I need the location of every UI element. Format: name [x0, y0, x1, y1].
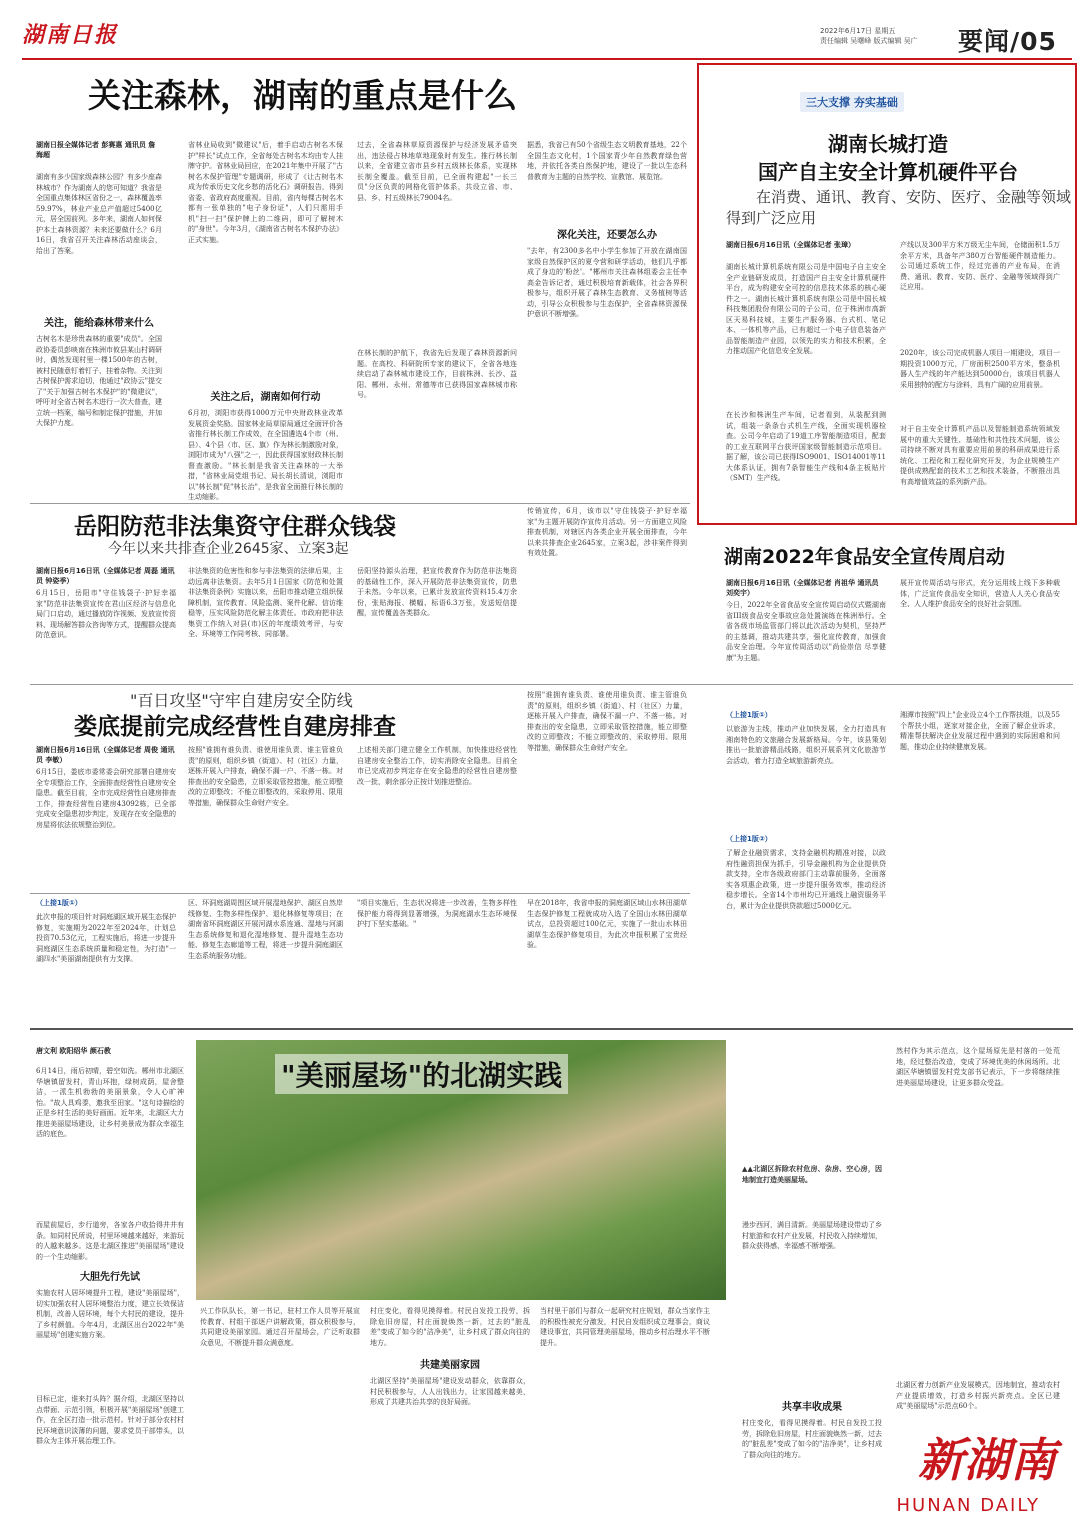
a3-body1: 6月15日，岳阳市"守住钱袋子·护好幸福家"防范非法集资宣传在君山区经济与信息化局门口启动，通过播放防诈视频、发放宣传资料、现场解答群众咨询等方式，提醒群众提高防范意识。	[36, 589, 176, 639]
a3-byline: 湖南日报6月16日讯（全媒体记者 周磊 通讯员 钟姿季）	[36, 567, 175, 585]
a1-body5: 过去，全省森林草原资源保护与经济发展矛盾突出，违法侵占林地草地现象时有发生。推行林长制以来，全省建立省市县乡村五级林长体系，实现林长制全覆盖。截至目前，已全面构建起"一长三员"分区负责的网格化管护体系，共设立省、市、县、乡、村五级林长79004名。	[357, 141, 517, 202]
a8-body2: 而屋前屋后，步行道旁，各家各户收拾得井井有条。如同村民所说，村里环境越来越好，来游玩的人越来越多。这是北湖区推进"美丽屋场"建设的一个生动缩影。	[36, 1221, 184, 1261]
a2-sub1: 在消费、通讯、教育、安防、医疗、金融等领域	[756, 188, 1072, 206]
a1-sec2: 关注之后，湖南如何行动	[210, 392, 321, 403]
a8-body7: 北湖区坚持"美丽屋场"建设发动群众，依靠群众，村民积极参与，人人出钱出力，让家园越来越美，形成了共建共治共享的良好局面。	[370, 1377, 530, 1406]
a5-body1: 6月15日，娄底市委常委会研究部署自建房安全专项整治工作，全面排查经营性自建房安全隐患。截至目前，全市完成经营性自建房排查工作，排查经营性自建房43092栋，已全部完成安全隐患初步判定，发现存在安全隐患的房屋将依法依规整治到位。	[36, 768, 176, 829]
a8-sec2: 共建美丽家园	[420, 1360, 480, 1371]
a1-title: 关注森林，湖南的重点是什么	[88, 76, 517, 115]
a1-sec1: 关注，能给森林带来什么	[44, 318, 154, 329]
a1-body6b: 据悉，我省已有50个省级生态文明教育基地，22个全国生态文化村，1个国家青少年自然教育绿色营地，并依托各类自然保护地，建设了一批以生态科普教育为主题的自然学校、宣教馆、展览馆。	[527, 141, 687, 181]
masthead-logo: 湖南日报	[22, 23, 119, 48]
a8-sec1: 大胆先行先试	[80, 1272, 140, 1283]
a8-title: "美丽屋场"的北湖实践	[275, 1054, 568, 1094]
a1-sec3: 深化关注，还要怎么办	[557, 230, 657, 241]
a7-body1: 以旅游为主线，推动产业加快发展，全力打造具有湘南特色的文旅融合发展新格局。今年，该县策划推出一批旅游精品线路，组织开展系列文化旅游节会活动，着力打造全域旅游新亮点。	[726, 725, 886, 765]
a3-sub: 今年以来共排查企业2645家、立案3起	[108, 541, 349, 557]
a4-byline: 湖南日报6月16日讯（全媒体记者 肖祖华 通讯员 刘奕宇）	[726, 579, 879, 597]
a2-banner: 三大支撑 夯实基础	[800, 92, 904, 112]
a5-body2: 按照"谁拥有谁负责、谁使用谁负责、谁主管谁负责"的原则，组织乡镇（街道）、村（社区）力量，逐栋开展入户排查，确保不漏一户、不落一栋。对排查出的安全隐患，立即采取管控措施，能立即整改的立即整改；不能立即整改的，采取停用、限用等措施，确保群众生命财产安全。	[188, 746, 343, 807]
a8-body4: 目标已定，谁来打头阵？据介绍，北湖区坚持以点带面、示范引领，积极开展"美丽屋场"创建工作，在全区打造一批示范村。针对于部分农村村民环境意识淡薄的问题，要求党员干部带头，以群众为主体开展治理工作。	[36, 1395, 184, 1445]
divider-a1	[30, 503, 690, 504]
a1-body6: 在林长制的护航下，我省先后发现了森林资源新问题。在高校、科研院所专家的建议下，全省各地连续启动了森林城市建设工作，目前株洲、长沙、益阳、郴州、永州、常德等市已获得国家森林城市称号。	[357, 349, 517, 399]
a1-body7: "去年，有2300多名中小学生参加了开放在湖南国家级自然保护区的夏令营和研学活动，他们几乎都成了身边的'粉丝'。"郴州市关注森林组委会主任李高金告诉记者，通过积极培育新载体，社会各界积极参与，组织开展了森林生态教育、义务植树等活动，引导公众积极参与生态保护，全省森林资源保护意识不断增强。	[527, 247, 687, 318]
a6-body3: "项目实施后，生态状况将进一步改善，生物多样性保护能力将得到显著增强，为洞庭湖水生态环境保护打下坚实基础。"	[357, 899, 517, 928]
a2-byline: 湖南日报6月16日讯（全媒体记者 张璋）	[726, 241, 856, 249]
a2-sub2: 得到广泛应用	[726, 209, 817, 227]
date-bar	[820, 26, 980, 46]
a8-body1: 6月14日，雨后初晴，碧空如洗。郴州市北湖区华塘镇留发村，青山环抱，绿树成荫，屋舍整洁，一派生机勃勃的美丽景象，令人心旷神怡。"故人具鸡黍，邀我至田家。"这句诗描绘的正是乡村生活的美好画面。近年来，北湖区大力推进美丽屋场建设，让乡村美景成为群众幸福生活的底色。	[36, 1067, 184, 1138]
a2-title1: 湖南长城打造	[828, 132, 948, 156]
a8-body9: 漫步西河，满目清新。美丽屋场建设带动了乡村旅游和农村产业发展，村民收入持续增加，群众获得感、幸福感不断增强。	[742, 1221, 882, 1250]
a4-body1: 今日，2022年全省食品安全宣传周启动仪式暨湖南省III级食品安全事故应急处置演练在株洲举行。全省各级市场监管部门将以此次活动为契机，坚持严的主基调，推动共建共享，强化宣传教育，加强食品安全治理。今年宣传周活动以"尚俭崇信 尽享健康"为主题。	[726, 601, 886, 662]
a6-kicker: （上接1版①）	[36, 899, 82, 907]
a5-body2b: 上述相关部门建立健全工作机制，加快推进经营性自建房安全整治工作，切实消除安全隐患。目前全市已完成初步判定存在安全隐患的经营性自建房整改一批，剩余部分正按计划推进整治。	[357, 746, 517, 786]
a1-body2: 古树名木是珍贵森林的重要"成员"。全国政协委员彭映南在株洲市攸县某山村调研时，偶然发现村里一棵1500年的古树，被村民随意钉着钉子、挂着杂物。关注到古树保护需求迫切，他通过"政协云"提交了"关于加强古树名木保护"的"微建议"，呼吁对全省古树名木进行一次大普查，建立统一档案，编号和制定保护措施，并加大保护力度。	[36, 335, 162, 427]
a3-body3: 岳阳坚持源头治理，把宣传教育作为防范非法集资的基础性工作，深入开展防范非法集资宣传，防患于未然。今年以来，已累计发放宣传资料15.4万余份，张贴海报、横幅、标语6.3万张，发送短信提醒，宣传覆盖各类群众。	[357, 567, 517, 617]
page-number: 要闻/05	[958, 27, 1057, 56]
a2-body2: 在长沙和株洲生产车间，记者看到，从装配到测试，组装一条条台式机生产线，全面实现机器检查。公司今年启动了19道工序智能制造项目，配套的工业互联网平台获评国家级智能制造示范项目。据了解，该公司已获得ISO9001、ISO14001等11大体系认证，拥有7条智能生产线和4条主板贴片（SMT）生产线。	[726, 411, 886, 482]
a8-body8: 当村里干部们与群众一起研究村庄规划，群众当家作主的积极性被充分激发，村民自发组织成立理事会，商议建设事宜，共同管理美丽屋场，推动乡村治理水平不断提升。	[540, 1307, 710, 1347]
a8-sec3: 共享丰收成果	[782, 1402, 842, 1413]
a4-body2: 展开宣传周活动与形式，充分运用线上线下多种载体，广泛宣传食品安全知识，营造人人关心食品安全、人人维护食品安全的良好社会氛围。	[900, 579, 1060, 608]
a8-caption: ▲▲北湖区拆除农村危房、杂房、空心房，因地制宜打造美丽屋场。	[742, 1164, 882, 1184]
a3-body4: 传销宣传，6月，该市以"守住钱袋子·护好幸福家"为主题开展防诈宣传月活动。另一方面建立风险排查机制，对辖区内各类企业开展全面排查，今年以来共排查企业2645家，立案3起，涉非案件得到有效处置。	[527, 507, 687, 557]
a8-body3: 实施农村人居环境提升工程，建设"美丽屋场"，切实加强农村人居环境整治力度，建立长效保洁机制，改善人居环境，每个大村民的建设，提升了乡村颜值。今年4月，北湖区出台2022年"美丽屋场"创建实施方案。	[36, 1289, 184, 1339]
header-rule	[22, 58, 1072, 60]
xinhunan-logo: 新湖南	[918, 1433, 1056, 1487]
a6-body4: 早在2018年，我省申报的洞庭湖区域山水林田湖草生态保护修复工程就成功入选了全国山水林田湖草试点，总投资超过100亿元，实施了一批山水林田湖草生态保护修复项目，为此次申报积累了宝贵经验。	[527, 899, 687, 949]
a6-body1: 此次申报的项目针对洞庭湖区域开展生态保护修复，实施期为2022年至2024年，计划总投资70.53亿元，工程实施后，将进一步提升洞庭湖区生态系统质量和稳定性，为打造"一湖四水"美丽湖南提供有力支撑。	[36, 913, 176, 963]
a5-kicker: "百日攻坚"守牢自建房安全防线	[130, 691, 353, 710]
a5-body3: 按照"谁拥有谁负责、谁使用谁负责、谁主管谁负责"的原则，组织乡镇（街道）、村（社区）力量，逐栋开展入户排查，确保不漏一户、不落一栋。对排查出的安全隐患，立即采取管控措施，能立即整改的立即整改；不能立即整改的，采取停用、限用等措施，确保群众生命财产安全。	[527, 691, 687, 752]
a5-title: 娄底提前完成经营性自建房排查	[74, 714, 396, 740]
a8-body5: 兴工作队队长，第一书记，驻村工作人员等开展宣传教育、村组干部逐户讲解政策，群众积极参与，共同建设美丽家园。通过召开屋场会，广泛听取群众意见，不断提升群众满意度。	[200, 1307, 360, 1347]
a2-body3: 产线以及300平方米万级无尘车间，仓储面积1.5万余平方米，具备年产380万台智能硬件制造能力。公司通过系统工作，经过完善的产业布局，在消费、通讯、教育、安防、医疗、金融等领域得到广泛应用。	[900, 241, 1060, 291]
a8-body9b: 村庄变化，看得见摸得着。村民自发投工投劳，拆除危旧房屋，村庄面貌焕然一新，过去的"脏乱差"变成了如今的"洁净美"，让乡村成了群众向往的地方。	[742, 1419, 882, 1459]
a5-byline: 湖南日报6月16日讯（全媒体记者 周俊 通讯员 李敏）	[36, 746, 175, 764]
a2-title2: 国产自主安全计算机硬件平台	[758, 160, 1018, 184]
a8-byline: 唐文利 欧阳绍华 颜石教	[36, 1047, 111, 1055]
divider-a3	[30, 684, 1073, 685]
divider-bottom	[30, 1028, 1073, 1030]
a3-body2: 非法集资的危害性和参与非法集资的法律后果，主动远离非法集资。去年5月1日国家《防范和处置非法集资条例》实施以来，岳阳市推动建立组织保障机制，宣传教育、风险监测、案件化解、信访维稳等，压实风险防范化解主体责任。市政府把非法集资工作纳入对县(市)区的年度绩效考评，与安全、环境等工作同考核、同部署。	[188, 567, 343, 638]
a7-kicker2: （上接1版②）	[726, 835, 772, 843]
a1-body4: 6月初，浏阳市获得1000万元中央财政林业改革发展资金奖励。国家林业局草原局通过全面评价各省推行林长制工作成效，在全国遴选4个市（州、县）、4个县（市、区、旗）作为林长制激励对象，浏阳市成为"八强"之一，因此获得国家财政林长制督查激励。"林长制是我省关注森林的一大举措，"省林业局党组书记、局长胡长清说，浏阳市以"林长制"促"林长治"，是我省全面推行林长制的生动缩影。	[188, 409, 343, 501]
a3-title: 岳阳防范非法集资守住群众钱袋	[74, 514, 396, 540]
a1-body3: 省林业局收到"微建议"后，着手启动古树名木保护"样长"试点工作，全省每处古树名木均由专人挂牌守护。省林业局回应，在2021年集中开展了"古树名木保护管理"专题调研，形成了《让古树名木成为传承历史文化乡愁的活化石》调研报告，得到省委、省政府高度重视。目前，省内每棵古树名木都有一张单独的"电子身份证"，人们只需用手机"扫一扫"保护牌上的二维码，即可了解树木的"身世"。今年3月，《湖南省古树名木保护办法》正式实施。	[188, 141, 343, 244]
editors-line: 责任编辑 吴曙峰 版式编辑 吴广	[820, 37, 918, 45]
date-line: 2022年6月17日 星期五	[820, 27, 896, 35]
a2-body5: 对于自主安全计算机产品以及智能制造系统领域发展中的重大关键性、基础性和共性技术问题，该公司持续不断对具有重要应用前景的科研成果进行系统化、工程化和工程化研究开发，为企业规模生产提供成熟配套的技术工艺和技术装备，不断推出具有高增值效益的系列新产品。	[900, 425, 1060, 486]
divider-a5	[30, 893, 690, 894]
hunan-daily-logo: HUNAN DAILY	[896, 1495, 1040, 1516]
a7-body3: 湘潭市按照"四上"企业设立4个工作帮扶组，以及55个帮扶小组，逐家对接企业，全面了解企业诉求，精准帮扶解决企业发展过程中遇到的实际困难和问题，推动企业持续健康发展。	[900, 711, 1060, 751]
a2-body1: 湖南长城计算机系统有限公司是中国电子自主安全全产业链研发成员，打造国产自主安全计算机硬件平台，成为构建安全可控的信息技术体系的核心硬件之一。湖南长城计算机系统有限公司是中国长城科技集团股份有限公司的子公司，位于株洲市高新区天易科技城，主要生产服务器、台式机、笔记本、一体机等产品，已有超过一个电子信息装备产品智能制造产业园，以领先的实力和技术积累，全力推动国产化信息安全发展。	[726, 263, 886, 355]
a2-body4: 2020年，该公司完成机器人项目一期建设，项目一期投资1000万元，厂房面积2500平方米，整条机器人生产线的年产能达到50000台，该项目机器人采用独特的配方与涂料，具有广阔的应用前景。	[900, 349, 1060, 389]
a4-title: 湖南2022年食品安全宣传周启动	[724, 546, 1005, 568]
a8-body10: 然村作为其示范点，这个屋场原先是村落的一处荒地，经过整治改造，变成了环境优美的休闲场所。北湖区华塘镇留发村党支部书记表示，下一步将继续推进美丽屋场建设，让更多群众受益。	[896, 1047, 1060, 1087]
a1-byline: 湖南日报全媒体记者 彭赛惠 通讯员 詹海超	[36, 141, 156, 159]
a8-body11: 北湖区着力创新产业发展模式，因地制宜，推动农村产业提质增效，打造乡村振兴新亮点。全区已建成"美丽屋场"示范点60个。	[896, 1381, 1060, 1410]
a8-body6: 村庄变化，看得见摸得着。村民自发投工投劳，拆除危旧房屋，村庄面貌焕然一新，过去的"脏乱差"变成了如今的"洁净美"，让乡村成了群众向往的地方。	[370, 1307, 530, 1347]
a1-body1: 湖南有多少国家级森林公园？有多少座森林城市？作为湖南人的您可知道？我省是全国重点集体林区省份之一，森林覆盖率59.97%，林业产业总产值超过5400亿元，居全国前列。多年来，湖南人如何保护本土森林资源？未来还要做什么？6月16日，我省召开关注森林活动座谈会，给出了答案。	[36, 173, 162, 255]
a7-kicker1: （上接1版①）	[726, 711, 772, 719]
a6-body2: 区、环洞庭湖周围区域开展湿地保护、湖区自然岸线修复、生物多样性保护、退化林修复等项目；在湖南省环洞庭湖区开展河湖水系连通、湿地与河湖生态系统修复和退化湿地修复、提升湿地生态功能、修复生态廊道等工程，将进一步提升洞庭湖区生态系统服务功能。	[188, 899, 343, 960]
a7-body2: 了解企业融资需求，支持金融机构精准对接，以政府性融资担保为抓手，引导金融机构为企业提供贷款支持，全市各级政府部门主动靠前服务，全面落实各项惠企政策，进一步提升服务效率，推动经济稳步增长。全省14个市州均已开通线上融资服务平台，累计为企业提供贷款超过5000亿元。	[726, 849, 886, 910]
